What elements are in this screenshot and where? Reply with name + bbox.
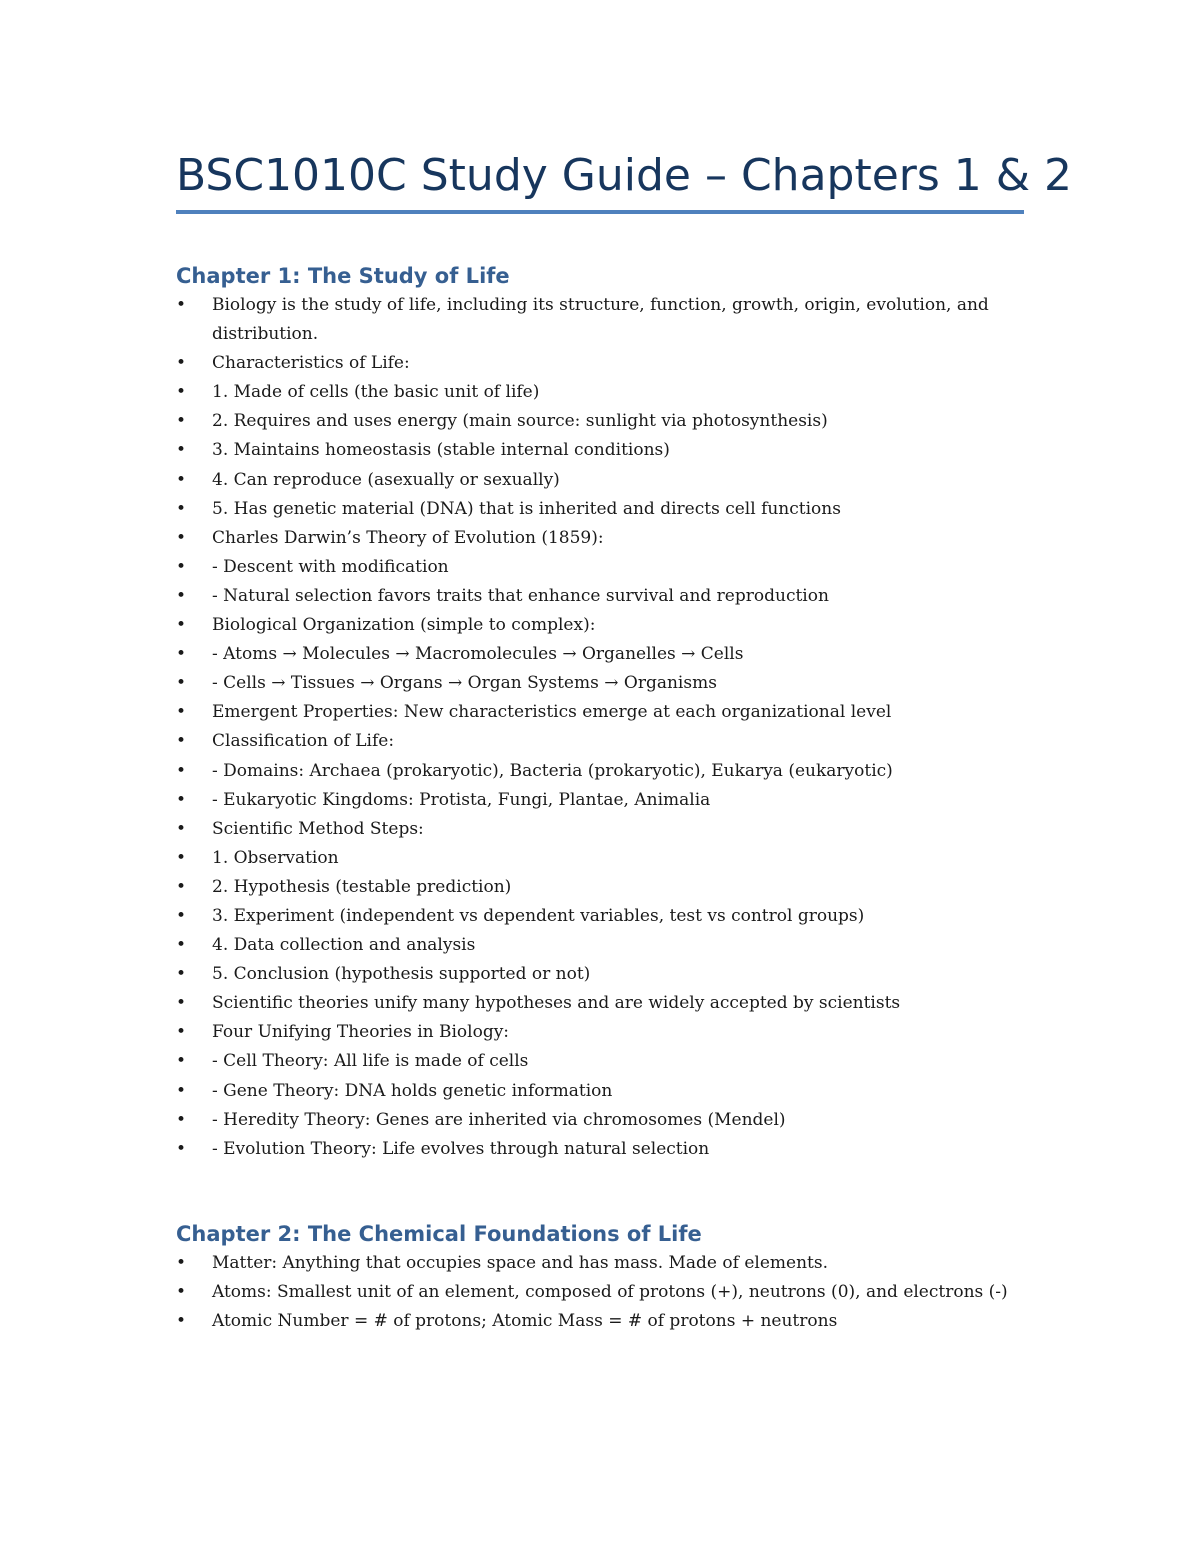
bullet-text: Scientific theories unify many hypotheses and are widely accepted by scientists: [212, 993, 901, 1014]
document-title: BSC1010C Study Guide – Chapters 1 & 2: [176, 150, 1073, 201]
bullet-text: Biological Organization (simple to complex):: [212, 615, 596, 636]
bullet-icon: •: [176, 1253, 187, 1273]
bullet-icon: •: [176, 673, 187, 694]
chapter-1-section: [176, 261, 1036, 1164]
bullet-text: - Heredity Theory: Genes are inherited via chromosomes (Mendel): [212, 1109, 786, 1130]
bullet-text: 3. Experiment (independent vs dependent variables, test vs control groups): [212, 905, 865, 926]
bullet-text: 4. Can reproduce (asexually or sexually): [212, 469, 560, 490]
chapter-1-bullet-item: [176, 1047, 1036, 1076]
chapter-1-bullet-item: [176, 553, 1036, 582]
bullet-icon: •: [176, 469, 187, 490]
bullet-icon: •: [176, 556, 187, 577]
bullet-icon: •: [176, 964, 187, 985]
bullet-text: Atomic Number = # of protons; Atomic Mass = # of protons + neutrons: [212, 1311, 838, 1332]
bullet-icon: •: [176, 993, 187, 1014]
bullet-icon: •: [176, 1080, 187, 1101]
bullet-icon: •: [176, 731, 187, 752]
chapter-1-bullet-item: [176, 1135, 1036, 1164]
bullet-text: - Gene Theory: DNA holds genetic information: [212, 1080, 613, 1101]
chapter-1-bullet-item: [176, 669, 1036, 698]
bullet-text: Scientific Method Steps:: [212, 818, 424, 839]
chapter-1-bullet-item: [176, 407, 1036, 436]
bullet-icon: •: [176, 789, 187, 810]
bullet-text: Four Unifying Theories in Biology:: [212, 1022, 510, 1043]
bullet-text: 2. Hypothesis (testable prediction): [212, 876, 512, 897]
bullet-icon: •: [176, 1282, 187, 1303]
bullet-icon: •: [176, 1051, 187, 1072]
bullet-icon: •: [176, 411, 187, 432]
bullet-icon: •: [176, 295, 187, 315]
bullet-icon: •: [176, 1311, 187, 1332]
bullet-text: 2. Requires and uses energy (main source: sunlight via photosynthesis): [212, 411, 828, 432]
bullet-icon: •: [176, 1022, 187, 1043]
bullet-text: - Cell Theory: All life is made of cells: [212, 1051, 529, 1072]
chapter-1-bullet-item: [176, 902, 1036, 931]
chapter-1-bullet-item: [176, 960, 1036, 989]
bullet-text: - Natural selection favors traits that enhance survival and reproduction: [212, 585, 829, 606]
bullet-icon: •: [176, 847, 187, 868]
chapter-1-bullet-list: [176, 291, 1036, 1164]
bullet-icon: •: [176, 382, 187, 403]
bullet-icon: •: [176, 818, 187, 839]
bullet-text: Biology is the study of life, including its structure, function, growth, origin, evolution, and distribution.: [212, 295, 989, 345]
chapter-1-bullet-item: [176, 873, 1036, 902]
bullet-icon: •: [176, 615, 187, 636]
bullet-text: - Domains: Archaea (prokaryotic), Bacteria (prokaryotic), Eukarya (eukaryotic): [212, 760, 893, 781]
bullet-icon: •: [176, 498, 187, 519]
bullet-icon: •: [176, 527, 187, 548]
chapter-1-bullet-item: [176, 786, 1036, 815]
bullet-icon: •: [176, 905, 187, 926]
chapter-1-heading: Chapter 1: The Study of Life: [176, 264, 510, 288]
bullet-icon: •: [176, 702, 187, 723]
chapter-2-bullet-item: [176, 1307, 1036, 1336]
bullet-text: Matter: Anything that occupies space and has mass. Made of elements.: [212, 1253, 828, 1273]
bullet-text: Characteristics of Life:: [212, 353, 410, 374]
chapter-1-bullet-item: [176, 727, 1036, 756]
chapter-1-bullet-item: [176, 640, 1036, 669]
bullet-icon: •: [176, 760, 187, 781]
bullet-icon: •: [176, 1109, 187, 1130]
chapter-1-bullet-item: [176, 495, 1036, 524]
chapter-1-bullet-item: [176, 815, 1036, 844]
chapter-2-bullet-item: [176, 1249, 1036, 1278]
bullet-text: 5. Conclusion (hypothesis supported or not): [212, 964, 591, 985]
bullet-icon: •: [176, 353, 187, 374]
bullet-text: - Descent with modification: [212, 556, 449, 577]
chapter-2-bullet-item: [176, 1278, 1036, 1307]
bullet-text: - Cells → Tissues → Organs → Organ Systems → Organisms: [212, 673, 717, 694]
bullet-text: Atoms: Smallest unit of an element, composed of protons (+), neutrons (0), and electrons (-): [212, 1282, 1008, 1303]
chapter-1-bullet-item: [176, 698, 1036, 727]
bullet-text: 1. Made of cells (the basic unit of life): [212, 382, 540, 403]
chapter-1-bullet-item: [176, 1077, 1036, 1106]
bullet-icon: •: [176, 1138, 187, 1159]
chapter-1-bullet-item: [176, 757, 1036, 786]
bullet-icon: •: [176, 585, 187, 606]
chapter-2-bullet-list: [176, 1249, 1036, 1336]
chapter-1-bullet-item: [176, 1106, 1036, 1135]
chapter-1-bullet-item: [176, 524, 1036, 553]
chapter-1-bullet-item: [176, 349, 1036, 378]
chapter-1-bullet-item: [176, 582, 1036, 611]
chapter-1-bullet-item: [176, 466, 1036, 495]
bullet-text: - Evolution Theory: Life evolves through natural selection: [212, 1138, 710, 1159]
bullet-text: - Eukaryotic Kingdoms: Protista, Fungi, Plantae, Animalia: [212, 789, 711, 810]
bullet-text: 3. Maintains homeostasis (stable internal conditions): [212, 440, 670, 461]
bullet-text: Charles Darwin’s Theory of Evolution (1859):: [212, 527, 604, 548]
bullet-icon: •: [176, 644, 187, 665]
chapter-1-bullet-item: [176, 436, 1036, 465]
chapter-2-heading: Chapter 2: The Chemical Foundations of Life: [176, 1222, 702, 1246]
bullet-text: - Atoms → Molecules → Macromolecules → Organelles → Cells: [212, 644, 744, 665]
bullet-text: Classification of Life:: [212, 731, 395, 752]
chapter-1-bullet-item: [176, 378, 1036, 407]
bullet-text: 1. Observation: [212, 847, 339, 868]
chapter-1-bullet-item: [176, 611, 1036, 640]
chapter-1-bullet-item: [176, 844, 1036, 873]
bullet-icon: •: [176, 876, 187, 897]
chapter-1-bullet-item: [176, 931, 1036, 960]
bullet-text: Emergent Properties: New characteristics emerge at each organizational level: [212, 702, 892, 723]
bullet-text: 4. Data collection and analysis: [212, 935, 476, 956]
bullet-text: 5. Has genetic material (DNA) that is inherited and directs cell functions: [212, 498, 841, 519]
title-underline: [176, 210, 1024, 214]
chapter-1-bullet-item: [176, 989, 1036, 1018]
chapter-1-bullet-item: [176, 291, 1036, 349]
bullet-icon: •: [176, 440, 187, 461]
chapter-1-bullet-item: [176, 1018, 1036, 1047]
chapter-2-section: [176, 1219, 1036, 1336]
bullet-icon: •: [176, 935, 187, 956]
